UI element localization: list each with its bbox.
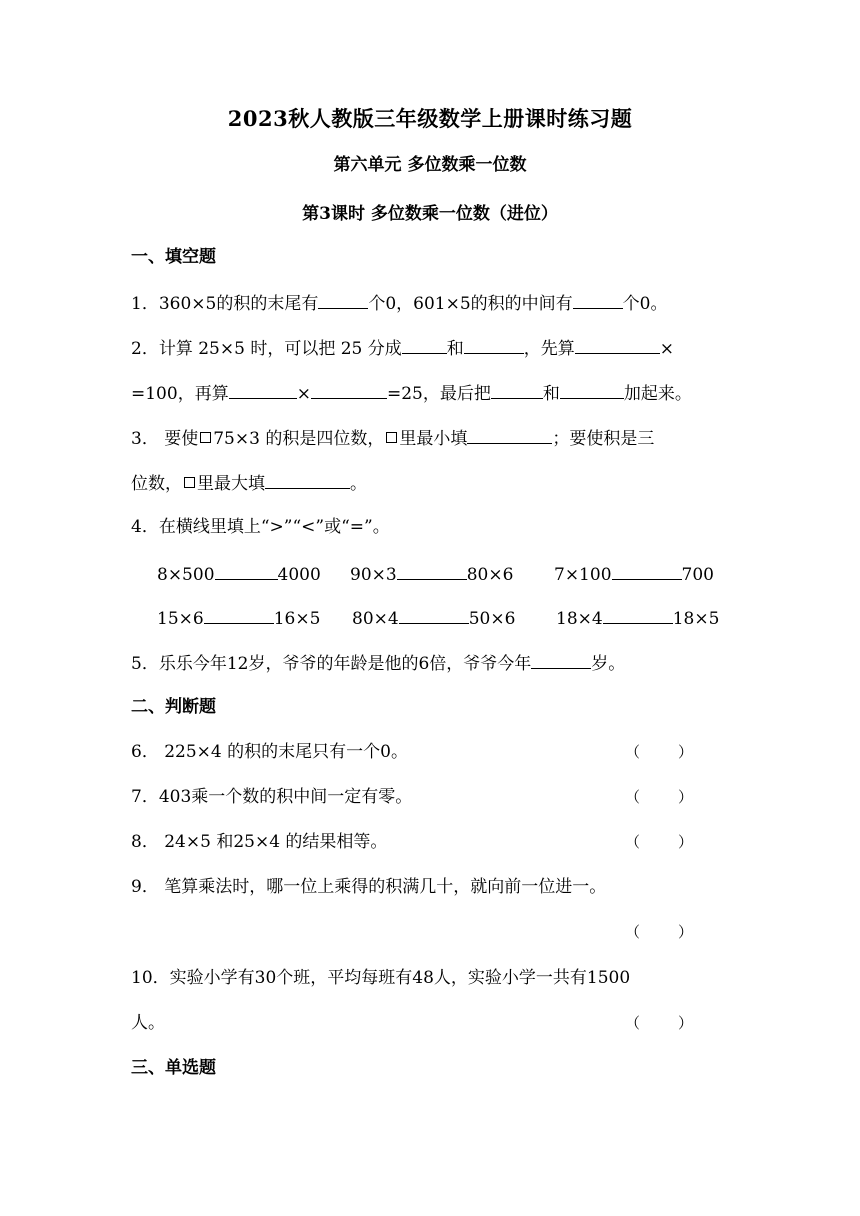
answer-parentheses[interactable]: （ ） xyxy=(625,788,694,806)
q2-blank-6[interactable] xyxy=(491,380,543,399)
section-choice-heading: 三、单选题 xyxy=(131,1058,216,1078)
q1-text-c: 个0。 xyxy=(622,294,668,314)
question-5 xyxy=(131,650,625,676)
section-fill-heading: 一、填空题 xyxy=(131,247,216,267)
question-4: 4．在横线里填上“>”“<”或“=”。 xyxy=(131,517,390,537)
question-3-line-1 xyxy=(131,425,654,451)
q2-text-e: =100，再算 xyxy=(131,384,229,404)
q2-blank-4[interactable] xyxy=(229,380,297,399)
q3-text-f: 里最大填 xyxy=(197,474,265,494)
q3-blank-1[interactable] xyxy=(467,425,552,444)
question-9: 9． 笔算乘法时，哪一位上乘得的积满几十，就向前一位进一。 xyxy=(131,877,607,897)
q2-text-b: 和 xyxy=(446,339,464,359)
compare-item: 90×3 80×6 xyxy=(350,561,513,587)
compare-item: 7×100 700 xyxy=(554,561,714,587)
q1-text-a: 1．360×5的积的末尾有 xyxy=(131,294,319,314)
compare-item: 80×4 50×6 xyxy=(352,605,515,631)
q3-blank-2[interactable] xyxy=(265,470,350,489)
q2-text-a: 2．计算 25×5 时，可以把 25 分成 xyxy=(131,339,402,359)
compare-item: 18×4 18×5 xyxy=(556,605,719,631)
question-2-line-1 xyxy=(131,335,674,361)
q5-text-b: 岁。 xyxy=(591,654,626,674)
q2-text-f: × xyxy=(296,384,311,404)
answer-parentheses[interactable]: （ ） xyxy=(625,1014,694,1032)
question-6: 6． 225×4 的积的末尾只有一个0。 xyxy=(131,742,408,762)
question-10-line-1: 10．实验小学有30个班，平均每班有48人，实验小学一共有1500 xyxy=(131,968,631,988)
answer-parentheses[interactable]: （ ） xyxy=(625,923,694,941)
q1-blank-1[interactable] xyxy=(318,290,368,309)
q2-blank-1[interactable] xyxy=(402,335,447,354)
q1-blank-2[interactable] xyxy=(573,290,623,309)
question-3-line-2 xyxy=(131,470,367,496)
q3-text-g: 。 xyxy=(350,474,367,494)
q2-text-d: × xyxy=(659,339,675,359)
compare-item: 8×500 4000 xyxy=(157,561,321,587)
q2-text-c: ，先算 xyxy=(523,339,575,359)
square-box-icon xyxy=(184,477,195,488)
q2-blank-3[interactable] xyxy=(575,335,660,354)
q2-blank-5[interactable] xyxy=(311,380,387,399)
q3-text-e: 位数， xyxy=(131,474,182,494)
q3-text-a: 3． 要使 xyxy=(131,429,199,449)
compare-blank[interactable] xyxy=(612,561,682,580)
q2-text-i: 加起来。 xyxy=(623,384,692,404)
q2-blank-7[interactable] xyxy=(560,380,624,399)
q2-text-h: 和 xyxy=(542,384,560,404)
question-8: 8． 24×5 和25×4 的结果相等。 xyxy=(131,832,388,852)
compare-blank[interactable] xyxy=(397,561,467,580)
q3-text-b: 75×3 的积是四位数， xyxy=(213,429,385,449)
q3-text-d: ；要使积是三 xyxy=(552,429,655,449)
question-10-line-2: 人。 xyxy=(131,1013,165,1033)
compare-blank[interactable] xyxy=(399,605,469,624)
question-1 xyxy=(131,290,667,316)
question-7: 7．403乘一个数的积中间一定有零。 xyxy=(131,787,413,807)
q5-text-a: 5．乐乐今年12岁，爷爷的年龄是他的6倍，爷爷今年 xyxy=(131,654,532,674)
square-box-icon xyxy=(386,432,397,443)
page-title: 2023秋人教版三年级数学上册课时练习题 xyxy=(227,106,633,131)
lesson-title: 第3课时 多位数乘一位数（进位） xyxy=(302,204,558,224)
q1-text-b: 个0，601×5的积的中间有 xyxy=(368,294,573,314)
compare-item: 15×6 16×5 xyxy=(157,605,320,631)
q2-text-g: =25，最后把 xyxy=(386,384,491,404)
q2-blank-2[interactable] xyxy=(464,335,524,354)
q5-blank[interactable] xyxy=(531,650,591,669)
unit-title: 第六单元 多位数乘一位数 xyxy=(333,155,527,175)
compare-blank[interactable] xyxy=(603,605,673,624)
square-box-icon xyxy=(200,432,211,443)
answer-parentheses[interactable]: （ ） xyxy=(625,833,694,851)
answer-parentheses[interactable]: （ ） xyxy=(625,743,694,761)
question-2-line-2 xyxy=(131,380,692,406)
q3-text-c: 里最小填 xyxy=(399,429,468,449)
section-judge-heading: 二、判断题 xyxy=(131,697,216,717)
compare-blank[interactable] xyxy=(204,605,274,624)
compare-blank[interactable] xyxy=(215,561,278,580)
